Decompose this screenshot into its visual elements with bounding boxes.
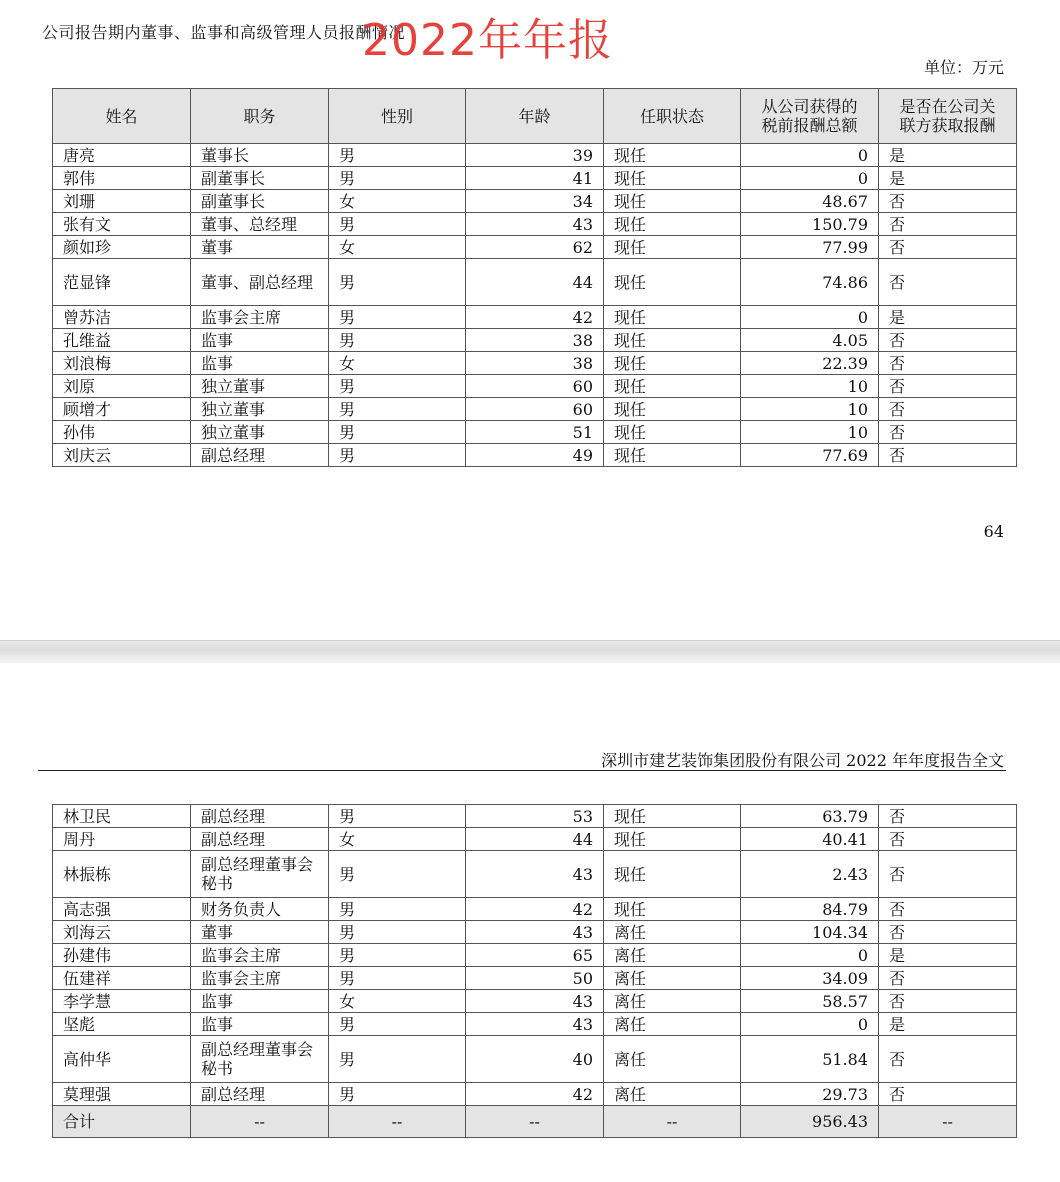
cell-related: 是 [879,944,1017,967]
cell-gender: 男 [329,898,466,921]
table-row [53,1083,1017,1106]
cell-status: 现任 [604,851,741,898]
cell-pay: 0 [741,144,879,167]
cell-name: 顾增才 [53,398,191,421]
table-row [53,805,1017,828]
cell-status: 现任 [604,236,741,259]
table-row [53,444,1017,467]
cell-name: 孙建伟 [53,944,191,967]
cell-age: 38 [466,329,604,352]
cell-status: 现任 [604,213,741,236]
cell-name: 林振栋 [53,851,191,898]
cell-pay: 0 [741,1013,879,1036]
cell-gender: 男 [329,259,466,306]
cell-status: 现任 [604,898,741,921]
cell-age: 43 [466,851,604,898]
cell-position: 监事 [191,1013,329,1036]
total-age: -- [466,1106,604,1138]
col-header-position: 职务 [191,89,329,144]
cell-pay: 4.05 [741,329,879,352]
col-header-status: 任职状态 [604,89,741,144]
cell-pay: 77.99 [741,236,879,259]
cell-status: 现任 [604,190,741,213]
cell-related: 否 [879,421,1017,444]
table-row [53,921,1017,944]
table-body-part2 [53,805,1017,1106]
cell-related: 是 [879,1013,1017,1036]
cell-gender: 男 [329,306,466,329]
cell-gender: 男 [329,421,466,444]
cell-pay: 0 [741,306,879,329]
cell-name: 刘浪梅 [53,352,191,375]
cell-age: 34 [466,190,604,213]
cell-pay: 77.69 [741,444,879,467]
cell-related: 否 [879,1036,1017,1083]
cell-position: 副总经理 [191,1083,329,1106]
cell-status: 现任 [604,144,741,167]
cell-position: 副董事长 [191,167,329,190]
cell-age: 43 [466,1013,604,1036]
compensation-table-part2 [52,804,1017,1138]
cell-pay: 104.34 [741,921,879,944]
table-row [53,398,1017,421]
cell-position: 独立董事 [191,398,329,421]
cell-name: 坚彪 [53,1013,191,1036]
cell-pay: 22.39 [741,352,879,375]
col-header-pay: 从公司获得的 税前报酬总额 [741,89,879,144]
cell-name: 高志强 [53,898,191,921]
cell-status: 离任 [604,944,741,967]
cell-age: 50 [466,967,604,990]
cell-gender: 男 [329,375,466,398]
cell-pay: 58.57 [741,990,879,1013]
cell-age: 43 [466,990,604,1013]
cell-age: 43 [466,213,604,236]
cell-gender: 男 [329,167,466,190]
cell-pay: 0 [741,167,879,190]
table-row [53,990,1017,1013]
cell-status: 现任 [604,352,741,375]
cell-status: 离任 [604,1083,741,1106]
cell-age: 62 [466,236,604,259]
cell-age: 41 [466,167,604,190]
cell-status: 现任 [604,444,741,467]
total-related: -- [879,1106,1017,1138]
table-row [53,167,1017,190]
cell-position: 监事 [191,329,329,352]
cell-name: 伍建祥 [53,967,191,990]
cell-related: 否 [879,828,1017,851]
page-number: 64 [983,522,1004,541]
cell-pay: 48.67 [741,190,879,213]
cell-related: 否 [879,213,1017,236]
cell-gender: 男 [329,213,466,236]
table-row [53,375,1017,398]
cell-status: 现任 [604,329,741,352]
cell-position: 独立董事 [191,421,329,444]
col-header-gender: 性别 [329,89,466,144]
cell-position: 独立董事 [191,375,329,398]
cell-related: 否 [879,990,1017,1013]
cell-age: 60 [466,398,604,421]
cell-position: 副总经理董事会秘书 [191,1036,329,1083]
cell-position: 副总经理 [191,444,329,467]
cell-position: 监事会主席 [191,944,329,967]
cell-position: 监事会主席 [191,306,329,329]
cell-position: 副总经理董事会秘书 [191,851,329,898]
cell-gender: 女 [329,990,466,1013]
table-header-row [53,89,1017,144]
cell-age: 60 [466,375,604,398]
report-running-header: 深圳市建艺装饰集团股份有限公司 2022 年年度报告全文 [601,751,1004,770]
cell-related: 否 [879,352,1017,375]
cell-position: 董事、总经理 [191,213,329,236]
cell-status: 现任 [604,167,741,190]
table-row [53,329,1017,352]
cell-pay: 10 [741,375,879,398]
cell-age: 44 [466,259,604,306]
cell-status: 离任 [604,921,741,944]
cell-related: 否 [879,805,1017,828]
cell-age: 49 [466,444,604,467]
cell-pay: 150.79 [741,213,879,236]
cell-related: 否 [879,329,1017,352]
total-position: -- [191,1106,329,1138]
cell-gender: 男 [329,805,466,828]
cell-related: 否 [879,851,1017,898]
total-gender: -- [329,1106,466,1138]
cell-name: 刘庆云 [53,444,191,467]
cell-age: 43 [466,921,604,944]
cell-pay: 40.41 [741,828,879,851]
cell-name: 唐亮 [53,144,191,167]
table-row [53,1036,1017,1083]
cell-position: 董事、副总经理 [191,259,329,306]
cell-status: 现任 [604,805,741,828]
cell-age: 44 [466,828,604,851]
cell-pay: 29.73 [741,1083,879,1106]
section-title: 公司报告期内董事、监事和高级管理人员报酬情况 [42,23,406,42]
cell-gender: 女 [329,828,466,851]
cell-gender: 男 [329,851,466,898]
table-body-part1 [53,144,1017,467]
col-header-age: 年龄 [466,89,604,144]
report-page-bottom [0,663,1060,1182]
cell-position: 财务负责人 [191,898,329,921]
cell-gender: 男 [329,329,466,352]
table-row [53,213,1017,236]
cell-position: 副董事长 [191,190,329,213]
cell-age: 53 [466,805,604,828]
cell-related: 否 [879,375,1017,398]
cell-pay: 34.09 [741,967,879,990]
cell-age: 42 [466,1083,604,1106]
cell-name: 刘海云 [53,921,191,944]
cell-position: 副总经理 [191,828,329,851]
cell-name: 孙伟 [53,421,191,444]
cell-related: 是 [879,167,1017,190]
table-row [53,306,1017,329]
unit-label: 单位：万元 [923,58,1004,77]
cell-gender: 女 [329,190,466,213]
cell-position: 监事会主席 [191,967,329,990]
cell-name: 刘珊 [53,190,191,213]
cell-position: 董事长 [191,144,329,167]
cell-age: 51 [466,421,604,444]
col-header-name: 姓名 [53,89,191,144]
table-row [53,944,1017,967]
cell-status: 离任 [604,1036,741,1083]
cell-related: 否 [879,967,1017,990]
cell-related: 否 [879,259,1017,306]
cell-pay: 10 [741,421,879,444]
cell-name: 曾苏洁 [53,306,191,329]
table-row [53,967,1017,990]
cell-age: 39 [466,144,604,167]
cell-pay: 63.79 [741,805,879,828]
cell-related: 否 [879,898,1017,921]
cell-age: 40 [466,1036,604,1083]
header-rule [38,770,1006,771]
cell-gender: 男 [329,1083,466,1106]
cell-status: 现任 [604,375,741,398]
cell-position: 监事 [191,352,329,375]
table-row [53,144,1017,167]
cell-status: 离任 [604,1013,741,1036]
cell-status: 离任 [604,967,741,990]
table-row [53,190,1017,213]
cell-gender: 女 [329,236,466,259]
cell-related: 是 [879,144,1017,167]
cell-name: 郭伟 [53,167,191,190]
cell-gender: 男 [329,398,466,421]
cell-related: 否 [879,444,1017,467]
cell-gender: 男 [329,1013,466,1036]
cell-pay: 10 [741,398,879,421]
cell-gender: 男 [329,921,466,944]
cell-gender: 男 [329,444,466,467]
total-row [53,1106,1017,1138]
cell-name: 莫理强 [53,1083,191,1106]
cell-age: 65 [466,944,604,967]
cell-related: 否 [879,398,1017,421]
cell-gender: 男 [329,1036,466,1083]
table-row [53,828,1017,851]
cell-position: 董事 [191,236,329,259]
cell-name: 周丹 [53,828,191,851]
cell-status: 现任 [604,828,741,851]
cell-age: 42 [466,306,604,329]
cell-status: 现任 [604,398,741,421]
table-row [53,851,1017,898]
cell-name: 刘原 [53,375,191,398]
table-row [53,236,1017,259]
cell-position: 监事 [191,990,329,1013]
year-report-watermark: 2022年年报 [362,15,613,66]
cell-related: 否 [879,1083,1017,1106]
cell-pay: 2.43 [741,851,879,898]
cell-status: 现任 [604,259,741,306]
cell-related: 否 [879,236,1017,259]
cell-status: 现任 [604,421,741,444]
table-row [53,898,1017,921]
cell-pay: 74.86 [741,259,879,306]
total-pay: 956.43 [741,1106,879,1138]
cell-name: 范显锋 [53,259,191,306]
page-separator [0,640,1060,664]
cell-position: 副总经理 [191,805,329,828]
cell-name: 李学慧 [53,990,191,1013]
col-header-related: 是否在公司关 联方获取报酬 [879,89,1017,144]
total-label: 合计 [53,1106,191,1138]
cell-pay: 51.84 [741,1036,879,1083]
cell-gender: 男 [329,967,466,990]
table-row [53,1013,1017,1036]
cell-name: 颜如珍 [53,236,191,259]
table-row [53,352,1017,375]
cell-position: 董事 [191,921,329,944]
cell-related: 否 [879,921,1017,944]
cell-pay: 0 [741,944,879,967]
cell-status: 离任 [604,990,741,1013]
total-status: -- [604,1106,741,1138]
cell-pay: 84.79 [741,898,879,921]
cell-age: 38 [466,352,604,375]
table-row [53,259,1017,306]
cell-gender: 男 [329,944,466,967]
cell-age: 42 [466,898,604,921]
cell-name: 高仲华 [53,1036,191,1083]
compensation-table-part1 [52,88,1017,467]
cell-name: 张有文 [53,213,191,236]
cell-name: 孔维益 [53,329,191,352]
table-row [53,421,1017,444]
cell-gender: 女 [329,352,466,375]
cell-status: 现任 [604,306,741,329]
cell-name: 林卫民 [53,805,191,828]
cell-gender: 男 [329,144,466,167]
cell-related: 是 [879,306,1017,329]
cell-related: 否 [879,190,1017,213]
